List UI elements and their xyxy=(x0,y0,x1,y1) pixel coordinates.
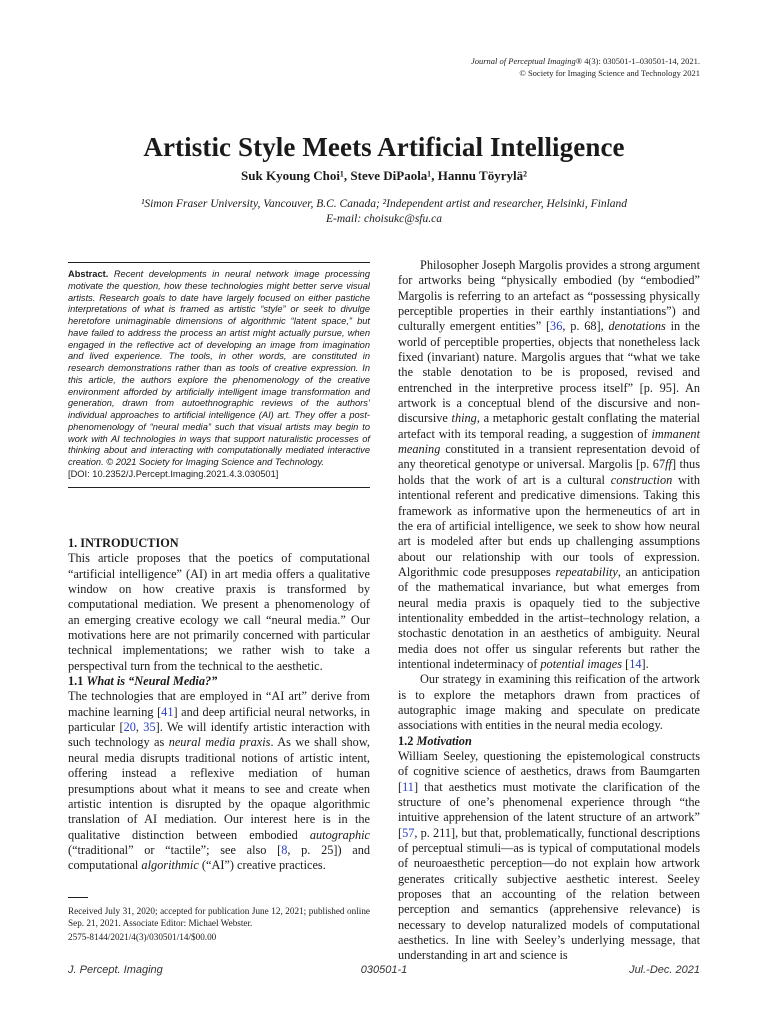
left-column xyxy=(68,536,370,874)
abstract-text: Recent developments in neural network image processing motivate the question, how these technologies might better serve visual artists. Research goals to date have largely focused on either pastiche interpretations of what is framed as artistic “style” or seek to divulge heretofore unimaginable dimensions of algorithmic “latent space,” but have failed to address the process an artist might actually pursue, when engaged in the reflective act of developing an image from imagination and lived experience. The tools, in other words, are constituted in research demonstrations rather than as tools of creative expression. In this article, the authors explore the phenomenology of the creative environment afforded by artificially intelligent image transformation and generation, drawn from autoethnographic reviews of the authors’ individual approaches to artificial intelligence (AI) art. They offer a post-phenomenology of “neural media” such that visual artists may begin to work with AI technologies in ways that support naturalistic processes of thinking about and interacting with computationally mediated interactive creation. xyxy=(68,269,370,467)
citation-link[interactable]: 14 xyxy=(629,656,642,671)
margolis-paragraph: Philosopher Joseph Margolis provides a strong argument for artworks being “physically embodied (by “embodied” Margolis is referring to an artefact as “possessing physically perceptible properties in their earthly instantiations”) and culturally emergent entities” [36, p. 68], denotations in the world of perceptible properties, objects that nonetheless lack fixed (invariant) nature. Margolis argues that “what we take the stable denotation to be is proposed, revised and entrenched in the interpretive process itself” [p. 95]. An artwork is a conceptual blend of the discursive and non-discursive thing, a metaphoric gestalt conflating the material artefact with its temporal reading, a suggestion of immanent meaning constituted in a transient representation devoid of any theoretical genotype or universal. Margolis [p. 67ff] thus holds that the work of art is a cultural construction with intentional referent and predicative dimensions. Taking this framework as informative upon the hermeneutics of art in the era of artificial intelligence, we seek to show how neural art is modeled after but ends up challenging assumptions about our relationship with our tools of expression. Algorithmic code presupposes repeatability, an anticipation of the mathematical invariance, but what emerges from neural media praxis is opaquely tied to the subjective intentionality embedded in the artist–technology relation, a stochastic denotation in an aesthetics of ambiguity. Neural media does not offer us singular referents but rather the intentional indeterminacy of potential images [14]. xyxy=(398,258,700,671)
subsection-heading-motivation: 1.2 Motivation xyxy=(398,733,472,748)
citation-link[interactable]: 8 xyxy=(281,842,288,857)
journal-citation xyxy=(471,55,700,79)
journal-name: Journal of Perceptual Imaging xyxy=(470,56,576,66)
footer-journal: J. Percept. Imaging xyxy=(68,964,163,976)
citation-link[interactable]: 41 xyxy=(161,704,174,719)
citation-link[interactable]: 11 xyxy=(402,779,414,794)
abstract-box xyxy=(68,262,370,488)
abstract-doi[interactable]: [DOI: 10.2352/J.Percept.Imaging.2021.4.3.030501] xyxy=(68,468,279,479)
motivation-paragraph: William Seeley, questioning the epistemological constructs of cognitive science of aesthetics, draws from Baumgarten [11] that aesthetics must motivate the clarification of the structure of one’s phenomenal experience through “the intuitive apprehension of the latent structure of an artwork” [57, p. 211], but that, problematically, functional descriptions of perceptual stimuli—as is typical of computational models of neuroaesthetic perception—do not explain how artwork generates critically subjective aesthetic interest. Seeley proposes that an accounting of the relation between perception and semantics (apprehensive relevance) is necessary to develop naturalized models of computational aesthetics. In line with Seeley’s underlying message, that understanding in art and science is xyxy=(398,749,700,963)
neural-media-paragraph: The technologies that are employed in “AI art” derive from machine learning [41] and deep artificial neural networks, in particular [20, 35]. We will identify artistic interaction with such technology as neural media praxis. As we shall show, neural media disrupts traditional notions of artistic intent, offering instead a reflexive mediation of human presumptions about what it means to see and create when artistic intention is disrupted by the opaque algorithmic translation of AI mediation. Our interest here is in the qualitative distinction between embodied autographic (“traditional” or “tactile”; see also [8, p. 25]) and computational algorithmic (“AI”) creative practices. xyxy=(68,689,371,873)
section-heading-introduction: 1. INTRODUCTION xyxy=(68,536,179,550)
subsection-heading-neural-media: 1.1 What is “Neural Media?” xyxy=(68,674,218,689)
right-column xyxy=(398,258,700,964)
abstract-label: Abstract. xyxy=(68,269,109,279)
journal-copyright: © Society for Imaging Science and Technology 2021 xyxy=(519,68,700,78)
footnote xyxy=(68,905,370,943)
footer-date: Jul.-Dec. 2021 xyxy=(629,964,700,976)
citation-link[interactable]: 57 xyxy=(402,825,415,840)
intro-paragraph: This article proposes that the poetics of computational “artificial intelligence” (AI) in art media offers a qualitative window on how creative praxis is transformed by computational mediation. We present a phenomenology of an emerging creative ecology we call “neural media.” Our motivations here are not primarily concerned with particular technical implementations; we rather wish to take a perspectival turn from the technical to the aesthetic. xyxy=(68,551,370,673)
page-footer xyxy=(68,964,700,980)
journal-citation-line1 xyxy=(471,55,700,67)
affiliation-line: ¹Simon Fraser University, Vancouver, B.C. Canada; ²Independent artist and researcher, Helsinki, Finland xyxy=(140,198,628,210)
author-email: E-mail: choisukc@sfu.ca xyxy=(326,213,442,225)
article-authors: Suk Kyoung Choi¹, Steve DiPaola¹, Hannu Töyrylä² xyxy=(241,168,527,183)
footer-page-number: 030501-1 xyxy=(360,964,408,976)
issn-line: 2575-8144/2021/4(3)/030501/14/$00.00 xyxy=(68,932,217,942)
received-dates: Received July 31, 2020; accepted for publication June 12, 2021; published online Sep. 21, 2021. Associate Editor: Michael Webster. xyxy=(68,906,370,928)
article-title: Artistic Style Meets Artificial Intelligence xyxy=(143,132,625,162)
citation-link[interactable]: 35 xyxy=(143,720,156,735)
footnote-divider xyxy=(68,897,88,898)
affiliations xyxy=(0,197,768,227)
citation-link[interactable]: 36 xyxy=(550,319,563,334)
abstract-copyright: © 2021 Society for Imaging Science and Technology. xyxy=(106,457,324,467)
journal-volume: ® 4(3): 030501-1–030501-14, 2021. xyxy=(575,56,700,66)
strategy-paragraph: Our strategy in examining this reification of the artwork is to explore the metaphors drawn from practices of autographic image making and speculate on predicate associations with entities in the neural media ecology. xyxy=(398,672,700,733)
citation-link[interactable]: 20 xyxy=(123,720,136,735)
